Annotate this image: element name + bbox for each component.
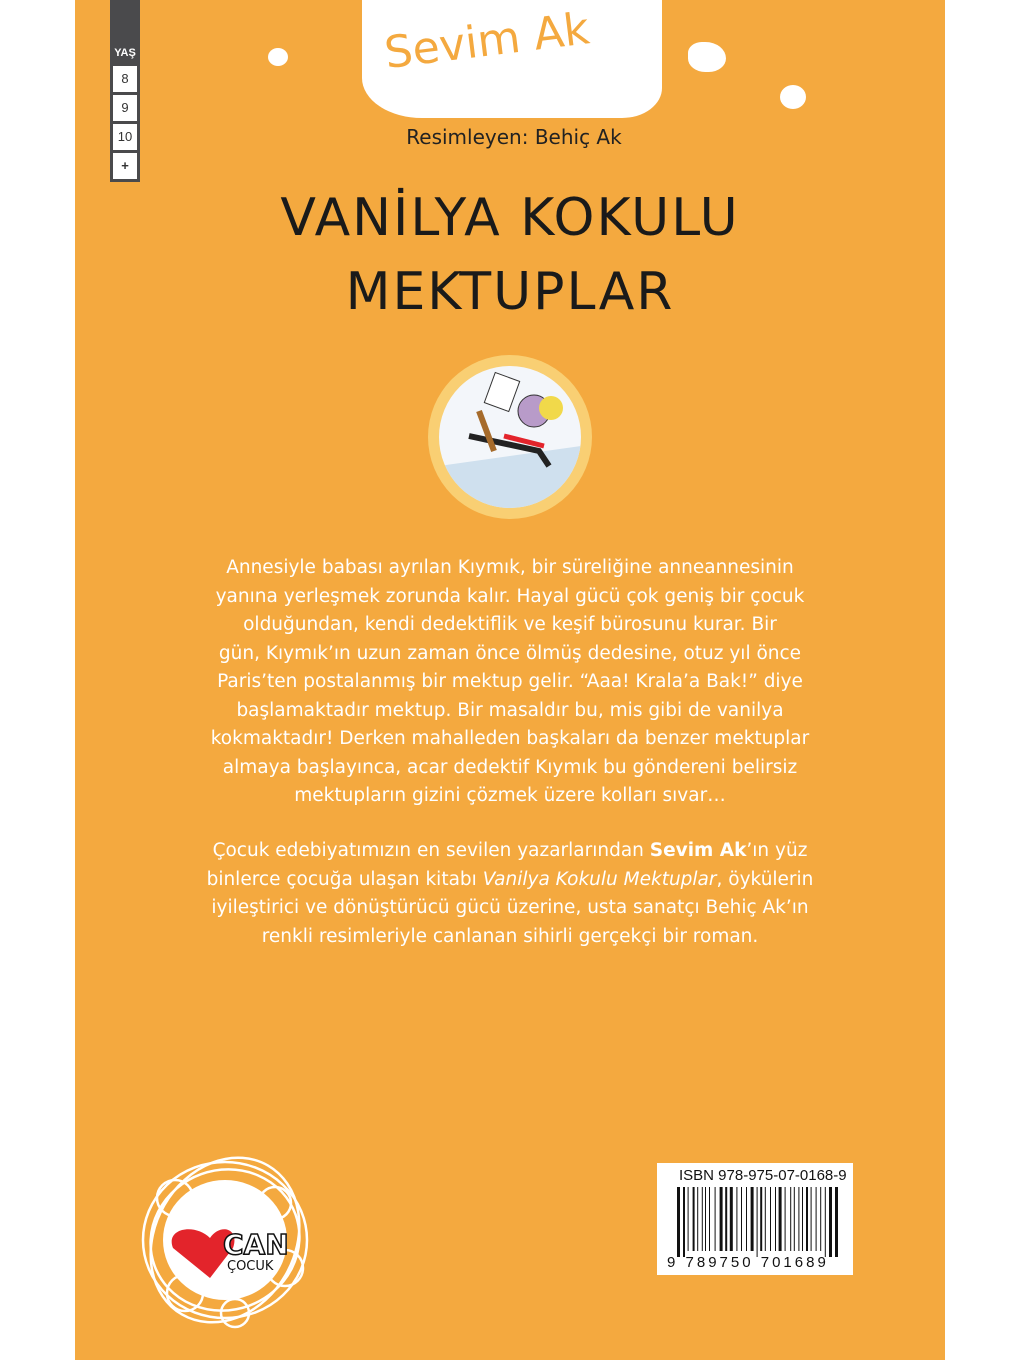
barcode-bar	[688, 1187, 689, 1251]
barcode-bar	[683, 1187, 685, 1257]
blurb-paragraph-2	[75, 837, 945, 951]
blurb-line	[75, 866, 945, 895]
barcode-digits: 9 789750 701689	[667, 1254, 829, 1271]
barcode-bar	[720, 1187, 723, 1251]
title-italic: Vanilya Kokulu Mektuplar	[482, 868, 717, 890]
barcode-bar	[757, 1187, 758, 1257]
splash-dot	[268, 48, 288, 66]
barcode-bar	[802, 1187, 803, 1251]
barcode-bar	[825, 1187, 826, 1257]
can-cocuk-publisher-logo	[135, 1148, 315, 1333]
blurb-line: gün, Kıymık’ın uzun zaman önce ölmüş dedesine, otuz yıl önce	[218, 642, 802, 664]
barcode-bar	[736, 1187, 737, 1251]
blurb-line: iyileştirici ve dönüştürücü gücü üzerine, usta sanatçı Behiç Ak’ın	[211, 897, 809, 918]
age-8: 8	[113, 66, 137, 92]
age-range-box	[110, 0, 140, 182]
author-name: Sevim Ak	[381, 3, 593, 80]
illustrator-credit: Resimleyen: Behiç Ak	[406, 125, 622, 149]
blurb-line: olduğundan, kendi dedektiflik ve keşif bürosunu kurar. Bir	[243, 614, 777, 635]
blurb-line: başlamaktadır mektup. Bir masaldır bu, mis gibi de vanilya	[236, 699, 784, 721]
blurb-line: almaya başlayınca, acar dedektif Kıymık bu göndereni belirsiz	[222, 756, 798, 778]
splash-dot	[780, 85, 806, 109]
text: , öykülerin	[716, 868, 814, 890]
blurb-paragraph-1	[75, 554, 945, 811]
age-label: YAŞ	[114, 47, 136, 59]
age-10: 10	[113, 124, 137, 150]
barcode-bar	[709, 1187, 710, 1251]
barcode-bar	[702, 1187, 703, 1251]
isbn-number: ISBN 978-975-07-0168-9	[679, 1167, 847, 1184]
barcode-bar	[760, 1187, 762, 1251]
illustration-medallion	[428, 355, 592, 519]
isbn-barcode	[657, 1163, 853, 1275]
text: Çocuk edebiyatımızın en sevilen yazarlarından	[212, 840, 650, 861]
barcode-bar	[806, 1187, 808, 1251]
barcode-bar	[779, 1187, 782, 1251]
barcode-bar	[829, 1187, 832, 1257]
barcode-bar	[770, 1187, 771, 1251]
barcode-bar	[746, 1187, 747, 1251]
barcode-bar	[816, 1187, 817, 1251]
barcode-bar	[765, 1187, 766, 1251]
book-title-line-1: VANİLYA KOKULU	[280, 188, 740, 248]
barcode-bar	[705, 1187, 706, 1251]
blurb-line: Annesiyle babası ayrılan Kıymık, bir süreliğine anneannesinin	[226, 557, 794, 578]
barcode-bar	[790, 1187, 791, 1251]
splash-dot	[688, 42, 726, 72]
barcode-bar	[697, 1187, 698, 1251]
blurb-line: Paris’ten postalanmış bir mektup gelir. “Aaa! Krala’a Bak!” diye	[217, 671, 803, 692]
barcode-bar	[693, 1187, 695, 1251]
barcode-bar	[730, 1187, 733, 1251]
logo-can: CAN	[223, 1228, 289, 1261]
book-title-line-2: MEKTUPLAR	[345, 262, 675, 322]
age-9: 9	[113, 95, 137, 121]
barcode-bar	[820, 1187, 821, 1251]
age-plus: +	[113, 153, 137, 179]
text: binlerce çocuğa ulaşan kitabı	[206, 868, 483, 890]
blurb-line	[75, 837, 945, 866]
blurb-line: yanına yerleşmek zorunda kalır. Hayal gücü çok geniş bir çocuk	[215, 585, 805, 607]
text: ’ın yüz	[746, 840, 808, 861]
blurb-line: kokmaktadır! Derken mahalleden başkaları da benzer mektuplar	[210, 728, 810, 749]
barcode-bar	[741, 1187, 742, 1251]
girl-sliding-illustration	[439, 366, 581, 508]
barcode-bar	[835, 1187, 838, 1257]
barcode-bar	[725, 1187, 727, 1251]
barcode-bar	[794, 1187, 795, 1251]
blurb-line: renkli resimleriyle canlanan sihirli gerçekçi bir roman.	[261, 925, 759, 947]
barcode-bar	[775, 1187, 776, 1251]
barcode-bar	[751, 1187, 754, 1251]
barcode-bar	[715, 1187, 716, 1251]
barcode-bar	[677, 1187, 680, 1257]
barcode-bar	[785, 1187, 786, 1251]
logo-cocuk: ÇOCUK	[227, 1259, 274, 1274]
author-bold: Sevim Ak	[649, 840, 747, 861]
blurb-line: mektupların gizini çözmek üzere kolları sıvar…	[294, 785, 726, 806]
barcode-bar	[811, 1187, 812, 1251]
barcode-bar	[798, 1187, 799, 1251]
